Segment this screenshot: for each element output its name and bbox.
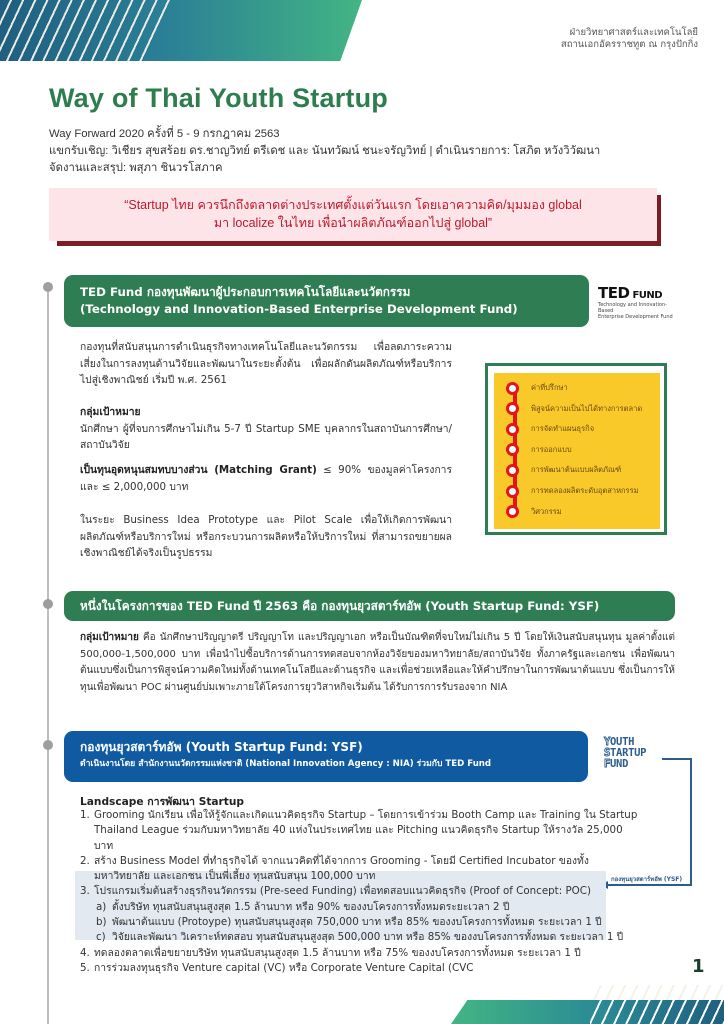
subitem-letter: b) — [96, 916, 107, 929]
landscape-subitem — [80, 900, 640, 915]
event-line: Way Forward 2020 ครั้งที่ 5 - 9 กรกฎาคม 2563 — [49, 128, 280, 140]
ysf-heading — [64, 731, 588, 782]
page-title: Way of Thai Youth Startup — [49, 83, 388, 113]
support-step — [506, 420, 594, 438]
support-step-label: พิสูจน์ความเป็นไปได้ทางการตลาด — [531, 403, 643, 413]
ysf-heading-title: กองทุนยุวสตาร์ทอัพ (Youth Startup Fund: YSF) — [80, 740, 363, 754]
support-step-label: การจัดทำแผนธุรกิจ — [531, 424, 595, 434]
ted-grant-text: ≤ 90% ของมูลค่าโครงการ และ ≤ 2,000,000 บาท — [80, 464, 452, 493]
ted-target-label: กลุ่มเป้าหมาย — [80, 406, 141, 418]
item-number: 5. — [80, 961, 90, 974]
ted-target-text: นักศึกษา ผู้ที่จบการศึกษาไม่เกิน 5-7 ปี Startup SME บุคลากรในสถาบันการศึกษา/สถาบันวิจัย — [80, 422, 452, 451]
support-step-label: ค่าที่ปรึกษา — [531, 383, 568, 392]
support-step-label: การออกแบบ — [531, 444, 572, 454]
ted-target — [80, 404, 452, 454]
ysf-logo-line-3 — [604, 759, 646, 770]
department-line-2: สถานเอกอัครราชทูต ณ กรุงปักกิ่ง — [560, 39, 698, 50]
support-step-label: การทดลองผลิตระดับอุตสาหกรรม — [531, 486, 639, 495]
ysf-connector — [662, 758, 691, 760]
support-step — [506, 441, 572, 459]
landscape-subitem — [80, 930, 640, 945]
ysf-intro-text — [80, 630, 675, 696]
timeline-dot — [43, 599, 53, 609]
ysf-connector — [690, 758, 692, 886]
ysf-target-text: คือ นักศึกษาปริญญาตรี ปริญญาโท และปริญญาเอก หรือเป็นบัณฑิตที่จบใหม่ไม่เกิน 5 ปี โดยให้เงินสนับสนุนทุน มูลค่าตั้งแต่ 500,000-1,500,000 บาท เพื่อนำไปซื้อบริการด้านการทดสอบจากห้องวิจัยของมหาวิทยาลัย/สถาบันวิจัย ทั้งภาครัฐและเอกชน เพื่อพัฒนาต้นแบบซึ่งเป็นการพิสูจน์ความคิดใหม่ทั้งด้านเทคโนโลยีและด้านธุรกิจ และเพื่อช่วยเหลือและให้คำปรึกษาในการพัฒนาต้นแบบ ซึ่งเป็นการให้ทุนเพื่อพัฒนา POC ผ่านศูนย์บ่มเพาะภายใต้โครงการยุววิสาหกิจเริ่มต้น ได้รับการการรับรองจาก NIA — [80, 632, 675, 693]
event-meta — [49, 126, 600, 177]
ted-grant-label: เป็นทุนอุดหนุนสมทบบางส่วน (Matching Grant) — [80, 464, 317, 476]
subitem-letter: a) — [96, 900, 107, 913]
subitem-text: วิจัยและพัฒนา วิเคราะห์ทดสอบ ทุนสนับสนุนสูงสุด 500,000 บาท หรือ 85% ของงบโครงการทั้งหมด ระยะเวลา 1 ปี — [112, 931, 624, 944]
support-step — [506, 482, 639, 500]
support-step — [506, 461, 621, 479]
landscape-item — [80, 854, 640, 885]
subitem-text: พัฒนาต้นแบบ (Protoype) ทุนสนับสนุนสูงสุด 750,000 บาท หรือ 85% ของงบโครงการทั้งหมด ระยะเวลา 1 ปี — [112, 916, 602, 929]
ysf-logo-f: F — [604, 758, 611, 770]
timeline-dot — [43, 282, 53, 292]
landscape-list — [80, 808, 640, 976]
ted-fund-logo — [598, 284, 680, 320]
item-number: 4. — [80, 946, 90, 959]
map-pin-icon — [506, 464, 519, 477]
landscape-item — [80, 808, 640, 854]
ted-heading-line-1: TED Fund กองทุนพัฒนาผู้ประกอบการเทคโนโลยีและนวัตกรรม — [80, 285, 411, 299]
map-pin-icon — [506, 443, 519, 456]
page-number: 1 — [692, 956, 705, 977]
ted-logo-fund: FUND — [632, 290, 663, 301]
support-step-label: การพัฒนาต้นแบบผลิตภัณฑ์ — [531, 465, 622, 475]
support-step — [506, 379, 568, 397]
guests-line: แขกรับเชิญ: วิเชียร สุขสร้อย ดร.ชาญวิทย์ ตรีเดช และ นันทวัฒน์ ชนะจรัญวิทย์ | ดำเนินรายการ: โสภิต หวังวิวัฒนา — [49, 145, 601, 157]
quote-line-2: มา localize ในไทย เพื่อนำผลิตภัณฑ์ออกไปสู่ global” — [213, 216, 493, 230]
map-pin-icon — [506, 485, 519, 498]
landscape-subitem — [80, 915, 640, 930]
item-number: 3. — [80, 885, 90, 898]
department-line-1: ฝ่ายวิทยาศาสตร์และเทคโนโลยี — [569, 27, 698, 38]
top-banner — [0, 0, 362, 61]
support-step — [506, 400, 642, 418]
quote-line-1: “Startup ไทย ควรนึกถึงตลาดต่างประเทศตั้งแต่วันแรก โดยเอาความคิด/มุมมอง global — [124, 198, 582, 212]
support-step — [506, 503, 562, 521]
item-text: ทดลองตลาดเพื่อขยายบริษัท ทุนสนับสนุนสูงสุด 1.5 ล้านบาท หรือ 75% ของงบโครงการทั้งหมด ระยะเวลา 1 ปี — [94, 946, 581, 959]
map-pin-icon — [506, 402, 519, 415]
organizer-line: จัดงานและสรุป: พสุภา ชินวรโสภาค — [49, 162, 223, 174]
item-text: สร้าง Business Model ที่ทำธุรกิจได้ จากแนวคิดที่ได้จากการ Grooming - โดยมี Certified Incubator ของทั้งมหาวิทยาลัย และเอกชน เป็นพี่เลี้ยง ทุนสนับสนุน 100,000 บาท — [94, 854, 589, 883]
timeline-line — [47, 287, 49, 1024]
ysf-target-label: กลุ่มเป้าหมาย — [80, 632, 139, 643]
subitem-letter: c) — [96, 931, 106, 944]
item-text: การร่วมลงทุนธุรกิจ Venture capital (VC) หรือ Corporate Venture Capital (CVC — [94, 961, 474, 974]
ysf-logo-und: UND — [610, 758, 629, 770]
department-label — [561, 27, 698, 51]
ted-phase: ในระยะ Business Idea Prototype และ Pilot Scale เพื่อให้เกิดการพัฒนาผลิตภัณฑ์หรือบริการใหม่ หรือกระบวนการผลิตหรือให้บริการใหม่ ที่สามารถขยายผลเชิงพาณิชย์ได้จริงเป็นรูปธรรม — [80, 514, 452, 559]
ted-logo-sub-1: Technology and Innovation-Based — [598, 302, 667, 314]
landscape-title: Landscape การพัฒนา Startup — [80, 796, 244, 808]
ted-fund-heading — [64, 275, 589, 327]
ysf-callout: กองทุนยุวสตาร์ทอัพ (YSF) — [611, 876, 683, 883]
landscape-item — [80, 946, 640, 961]
ted-intro: กองทุนที่สนับสนุนการดำเนินธุรกิจทางเทคโนโลยีและนวัตกรรม เพื่อลดภาระความเสี่ยงในการลงทุนด้านวิจัยและพัฒนาในระยะตั้งต้น เพื่อผลักดันผลิตภัณฑ์หรือบริการไปสู่เชิงพาณิชย์ เริ่มปี พ.ศ. 2561 — [80, 341, 452, 386]
timeline-dot — [43, 740, 53, 750]
item-number: 1. — [80, 809, 90, 821]
map-pin-icon — [506, 382, 519, 395]
ted-grant — [80, 462, 452, 495]
ysf-heading-sub: ดำเนินงานโดย สำนักงานนวัตกรรมแห่งชาติ (National Innovation Agency : NIA) ร่วมกับ TED Fund — [80, 759, 492, 769]
ted-logo-sub-2: Enterprise Development Fund — [598, 314, 673, 320]
ted-logo-text: TED — [598, 284, 630, 302]
ted-logo-mark — [598, 284, 680, 302]
support-step-label: วิศวกรรม — [531, 506, 562, 516]
landscape-item — [80, 961, 640, 976]
ysf-logo-s: S — [604, 747, 611, 759]
item-text: โปรแกรมเริ่มต้นสร้างธุรกิจนวัตกรรม (Pre-seed Funding) เพื่อทดสอบแนวคิดธุรกิจ (Proof of Concept: POC) — [94, 885, 591, 898]
ted-heading-line-2: (Technology and Innovation-Based Enterprise Development Fund) — [80, 302, 518, 316]
youth-startup-fund-logo — [604, 737, 646, 770]
ysf-logo-outh: OUTH — [610, 736, 635, 748]
quote-box — [49, 188, 657, 241]
bottom-stripes-overlay — [590, 1000, 724, 1024]
item-number: 2. — [80, 854, 90, 867]
map-pin-icon — [506, 423, 519, 436]
ysf-logo-y: Y — [604, 736, 611, 748]
item-text: Grooming นักเรียน เพื่อให้รู้จักและเกิดแนวคิดธุรกิจ Startup – โดยการเข้าร่วม Booth Camp และ Training ใน Startup Thailand League ร่วมกับมหาวิทยาลัย 40 แห่งในประเทศไทย และ Pitching แนวคิดธุรกิจ Startup ให้รางวัล 25,000 บาท — [94, 809, 638, 852]
map-pin-icon — [506, 505, 519, 518]
landscape-item — [80, 884, 640, 899]
ysf-intro-heading: หนึ่งในโครงการของ TED Fund ปี 2563 คือ กองทุนยุวสตาร์ทอัพ (Youth Startup Fund: YSF) — [64, 591, 675, 621]
ysf-logo-tartup: TARTUP — [610, 747, 647, 759]
subitem-text: ตั้งบริษัท ทุนสนับสนุนสูงสุด 1.5 ล้านบาท หรือ 90% ของงบโครงการทั้งหมดระยะเวลา 2 ปี — [112, 900, 510, 913]
